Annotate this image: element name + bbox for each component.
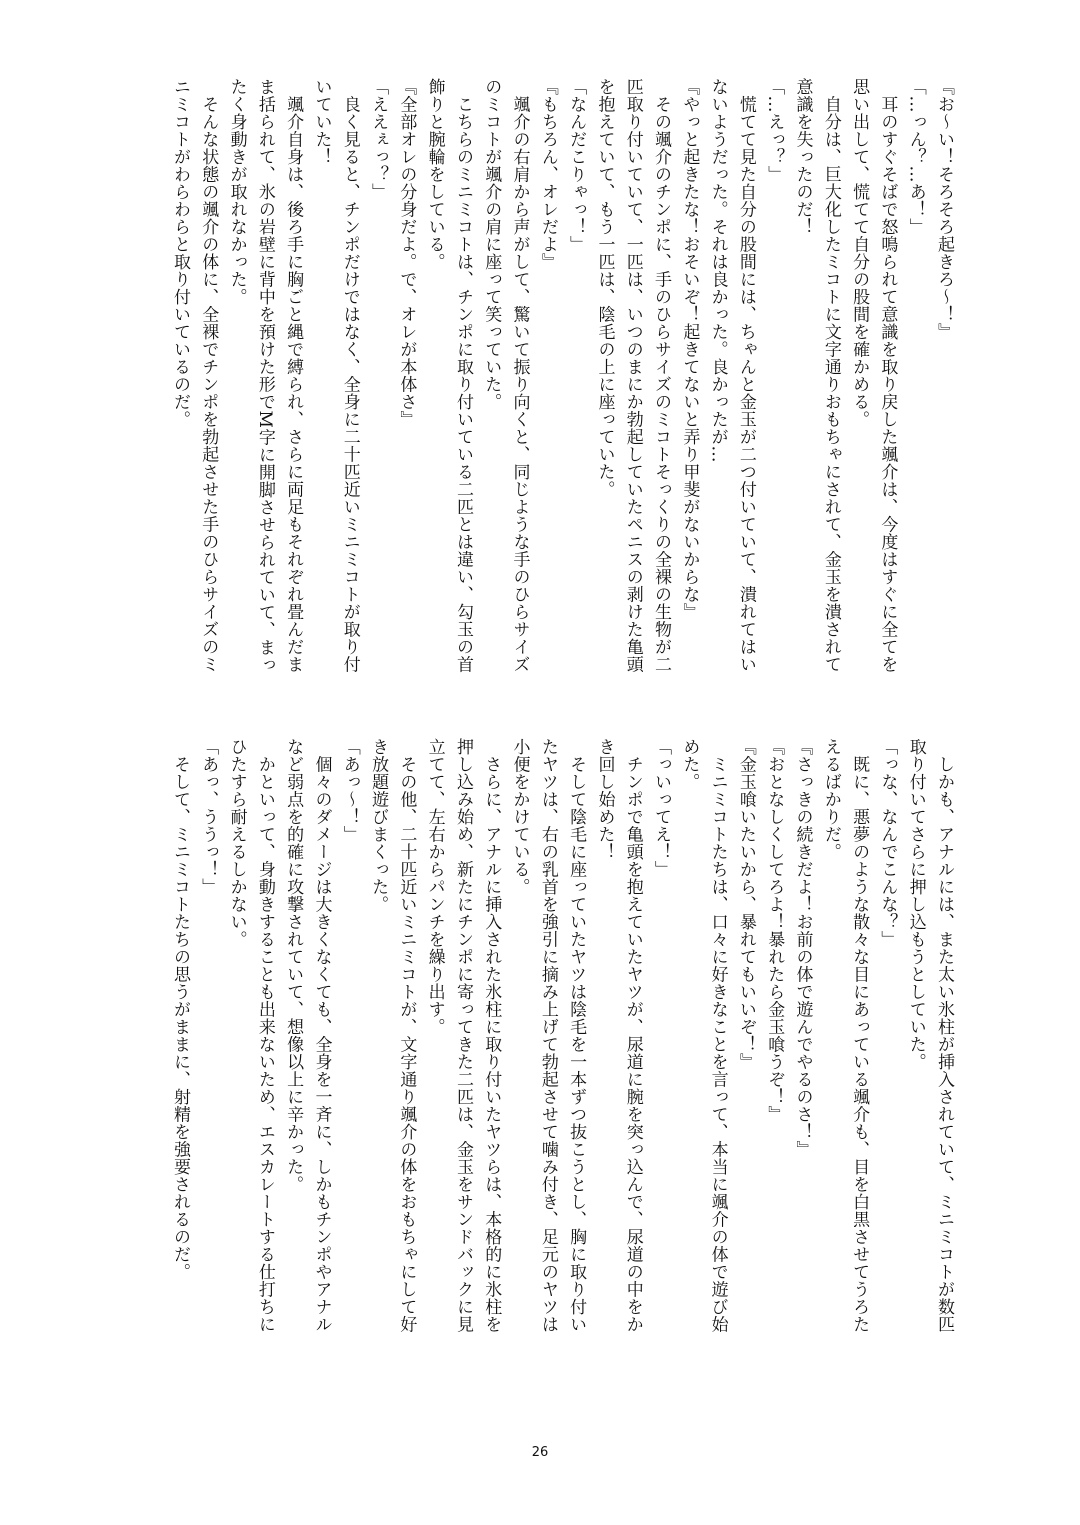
text-line: 「あっ〜！」 bbox=[339, 738, 360, 843]
text-line: そして、ミニミコトたちの思うがままに、射精を強要されるのだ。 bbox=[169, 738, 190, 1281]
text-line: 個々のダメージは大きくなくても、全身を一斉に、しかもチンポやアナル bbox=[311, 738, 332, 1333]
text-line: 「あっ、ううっ！」 bbox=[198, 738, 219, 896]
text-line: 「…えっ？」 bbox=[764, 78, 785, 183]
text-line: 『金玉喰いたいから、暴れてもいいぞ！』 bbox=[735, 738, 756, 1071]
text-line: えるばかりだ。 bbox=[820, 738, 841, 861]
text-line: 「ええぇっ？」 bbox=[368, 78, 389, 201]
text-line: 押し込み始め、新たにチンポに寄ってきた二匹は、金玉をサンドバックに見 bbox=[452, 738, 473, 1333]
text-line: たヤツは、右の乳首を強引に摘み上げて勃起させて噛み付き、足元のヤツは bbox=[537, 738, 558, 1333]
text-line: ま括られて、氷の岩壁に背中を預けた形でM字に開脚させられていて、まっ bbox=[254, 78, 275, 674]
text-line: めた。 bbox=[679, 738, 700, 791]
text-block-top bbox=[58, 78, 958, 718]
text-line: き回し始めた！ bbox=[594, 738, 615, 861]
text-line: そんな状態の颯介の体に、全裸でチンポを勃起させた手のひらサイズのミ bbox=[198, 78, 219, 673]
text-line: 自分は、巨大化したミコトに文字通りおもちゃにされて、金玉を潰されて bbox=[820, 78, 841, 673]
text-line: き放題遊びまくった。 bbox=[368, 738, 389, 913]
text-line: チンポで亀頭を抱えていたヤツが、尿道に腕を突っ込んで、尿道の中をか bbox=[622, 738, 643, 1333]
text-line: 『おとなしくしてろよ！暴れたら金玉喰うぞ！』 bbox=[764, 738, 785, 1123]
text-line: を抱えていて、もう一匹は、陰毛の上に座っていた。 bbox=[594, 78, 615, 498]
text-line: ミニミコトたちは、口々に好きなことを言って、本当に颯介の体で遊び始 bbox=[707, 738, 728, 1333]
text-line: いていた！ bbox=[311, 78, 332, 166]
text-line: 耳のすぐそばで怒鳴られて意識を取り戻した颯介は、今度はすぐに全てを bbox=[877, 78, 898, 673]
text-block-bottom bbox=[58, 738, 958, 1378]
text-line: のミコトが颯介の肩に座って笑っていた。 bbox=[481, 78, 502, 411]
text-line: 『さっきの続きだよ！お前の体で遊んでやるのさ！』 bbox=[792, 738, 813, 1158]
text-line: 取り付いてさらに押し込もうとしていた。 bbox=[905, 738, 926, 1071]
text-line: その颯介のチンポに、手のひらサイズのミコトそっくりの全裸の生物が二 bbox=[651, 78, 672, 673]
text-line: 立てて、左右からパンチを繰り出す。 bbox=[424, 738, 445, 1036]
text-line: など弱点を的確に攻撃されていて、想像以上に辛かった。 bbox=[283, 738, 304, 1193]
text-line: 良く見ると、チンポだけではなく、全身に二十匹近いミニミコトが取り付 bbox=[339, 78, 360, 673]
text-line: ニミコトがわらわらと取り付いているのだ。 bbox=[169, 78, 190, 428]
text-line: 意識を失ったのだ！ bbox=[792, 78, 813, 236]
text-line: そして陰毛に座っていたヤツは陰毛を一本ずつ抜こうとし、胸に取り付い bbox=[566, 738, 587, 1333]
text-line: 『全部オレの分身だよ。で、オレが本体さ』 bbox=[396, 78, 417, 428]
text-line: 匹取り付いていて、一匹は、いつのまにか勃起していたペニスの剥けた亀頭 bbox=[622, 78, 643, 673]
page-number: 26 bbox=[531, 1445, 549, 1460]
text-line: 「…っん？…あ！」 bbox=[905, 78, 926, 236]
text-line: 「っな、なんでこんな？」 bbox=[877, 738, 898, 948]
text-line: 「なんだこりゃっ！」 bbox=[566, 78, 587, 253]
text-line: 慌てて見た自分の股間には、ちゃんと金玉が二つ付いていて、潰れてはい bbox=[735, 78, 756, 673]
text-line: かといって、身動きすることも出来ないため、エスカレートする仕打ちに bbox=[254, 738, 275, 1333]
text-line: ひたすら耐えるしかない。 bbox=[226, 738, 247, 948]
text-line: 「っいってえ！」 bbox=[651, 738, 672, 878]
text-line: 颯介の右肩から声がして、驚いて振り向くと、同じような手のひらサイズ bbox=[509, 78, 530, 673]
text-line: 『もちろん、オレだよ』 bbox=[537, 78, 558, 271]
text-line: 小便をかけている。 bbox=[509, 738, 530, 896]
text-line: ないようだった。それは良かった。良かったが… bbox=[707, 78, 728, 463]
text-line: こちらのミニミコトは、チンポに取り付いている二匹とは違い、勾玉の首 bbox=[452, 78, 473, 673]
text-line: 『やっと起きたな！おそいぞ！起きてないと弄り甲斐がないからな』 bbox=[679, 78, 700, 621]
text-line: その他、二十匹近いミニミコトが、文字通り颯介の体をおもちゃにして好 bbox=[396, 738, 417, 1333]
text-line: 飾りと腕輪をしている。 bbox=[424, 78, 445, 271]
text-line: 『お〜い！そろそろ起きろ〜！』 bbox=[934, 78, 954, 341]
text-line: 既に、悪夢のような散々な目にあっている颯介も、目を白黒させてうろた bbox=[849, 738, 870, 1333]
text-line: 思い出して、慌てて自分の股間を確かめる。 bbox=[849, 78, 870, 428]
text-line: さらに、アナルに挿入された氷柱に取り付いたヤツらは、本格的に氷柱を bbox=[481, 738, 502, 1333]
text-line: たく身動きが取れなかった。 bbox=[226, 78, 247, 306]
text-line: 颯介自身は、後ろ手に胸ごと縄で縛られ、さらに両足もそれぞれ畳んだま bbox=[283, 78, 304, 673]
text-line: しかも、アナルには、また太い氷柱が挿入されていて、ミニミコトが数匹 bbox=[934, 738, 954, 1333]
